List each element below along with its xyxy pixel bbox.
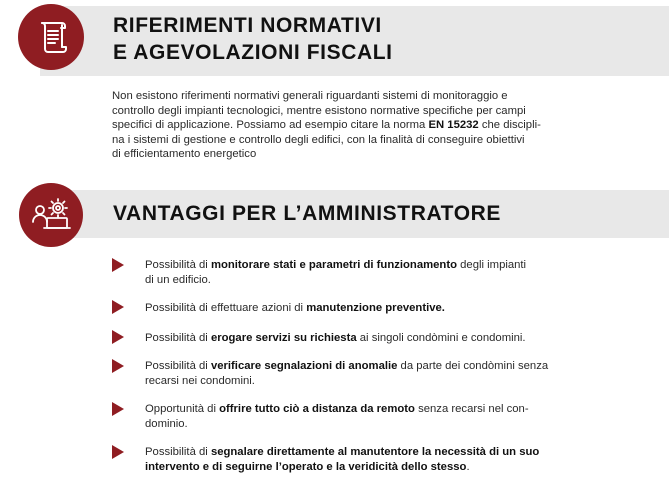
bullet-arrow-icon bbox=[112, 359, 124, 373]
list-item-text bbox=[145, 258, 600, 287]
item-text: da parte dei condòmini senza bbox=[397, 360, 549, 372]
bullet-arrow-icon bbox=[112, 330, 124, 344]
item-bold: intervento e di seguirne l’operato e la veridicità dello stesso bbox=[145, 460, 467, 473]
bullet-arrow-icon bbox=[112, 300, 124, 314]
item-text: recarsi nei condomini. bbox=[145, 374, 255, 387]
bullet-arrow-icon bbox=[112, 445, 124, 459]
title-line: E AGEVOLAZIONI FISCALI bbox=[113, 41, 393, 64]
list-item-text bbox=[145, 301, 600, 316]
item-text: Possibilità di bbox=[145, 332, 211, 344]
item-bold: segnalare direttamente al manutentore la necessità di un suo bbox=[210, 446, 540, 458]
norm-reference: EN 15232 bbox=[428, 119, 479, 132]
bullet-arrow-icon bbox=[112, 402, 124, 416]
item-text: . bbox=[466, 460, 470, 473]
item-text: di un edificio. bbox=[145, 273, 211, 286]
paragraph-line: Non esistono riferimenti normativi generali riguardanti sistemi di monitoraggio e bbox=[112, 90, 508, 102]
item-bold: monitorare stati e parametri di funzionamento bbox=[210, 259, 457, 271]
list-item-text bbox=[145, 445, 600, 474]
paragraph-line: che discipli- bbox=[478, 119, 541, 132]
paragraph-line: di efficientamento energetico bbox=[112, 148, 257, 161]
paragraph-line: controllo degli impianti tecnologici, mentre esistono normative specifiche per campi bbox=[112, 104, 526, 117]
item-bold: erogare servizi su richiesta bbox=[210, 332, 357, 344]
item-text: senza recarsi nel con- bbox=[414, 403, 529, 415]
list-item-text bbox=[145, 402, 600, 431]
item-text: Possibilità di effettuare azioni di bbox=[145, 302, 307, 314]
item-text: Possibilità di bbox=[145, 259, 211, 271]
paragraph-line: na i sistemi di gestione e controllo degli edifici, con la finalità di conseguire obiettivi bbox=[112, 133, 525, 146]
section-title: VANTAGGI PER L’AMMINISTRATORE bbox=[113, 202, 502, 225]
item-text: ai singoli condòmini e condomini. bbox=[356, 332, 526, 344]
item-text: Possibilità di bbox=[145, 360, 211, 372]
item-text: Opportunità di bbox=[145, 403, 220, 415]
list-item-text bbox=[145, 331, 600, 346]
item-text: dominio. bbox=[145, 417, 188, 430]
item-bold: manutenzione preventive. bbox=[306, 302, 445, 314]
item-bold: verificare segnalazioni di anomalie bbox=[210, 360, 398, 372]
item-text: degli impianti bbox=[457, 259, 527, 271]
item-bold: offrire tutto ciò a distanza da remoto bbox=[219, 403, 415, 415]
item-text: Possibilità di bbox=[145, 446, 211, 458]
bullet-arrow-icon bbox=[112, 258, 124, 272]
paragraph-line: specifici di applicazione. Possiamo ad esempio citare la norma bbox=[112, 119, 429, 132]
title-line: RIFERIMENTI NORMATIVI bbox=[113, 14, 382, 37]
list-item-text bbox=[145, 359, 600, 388]
